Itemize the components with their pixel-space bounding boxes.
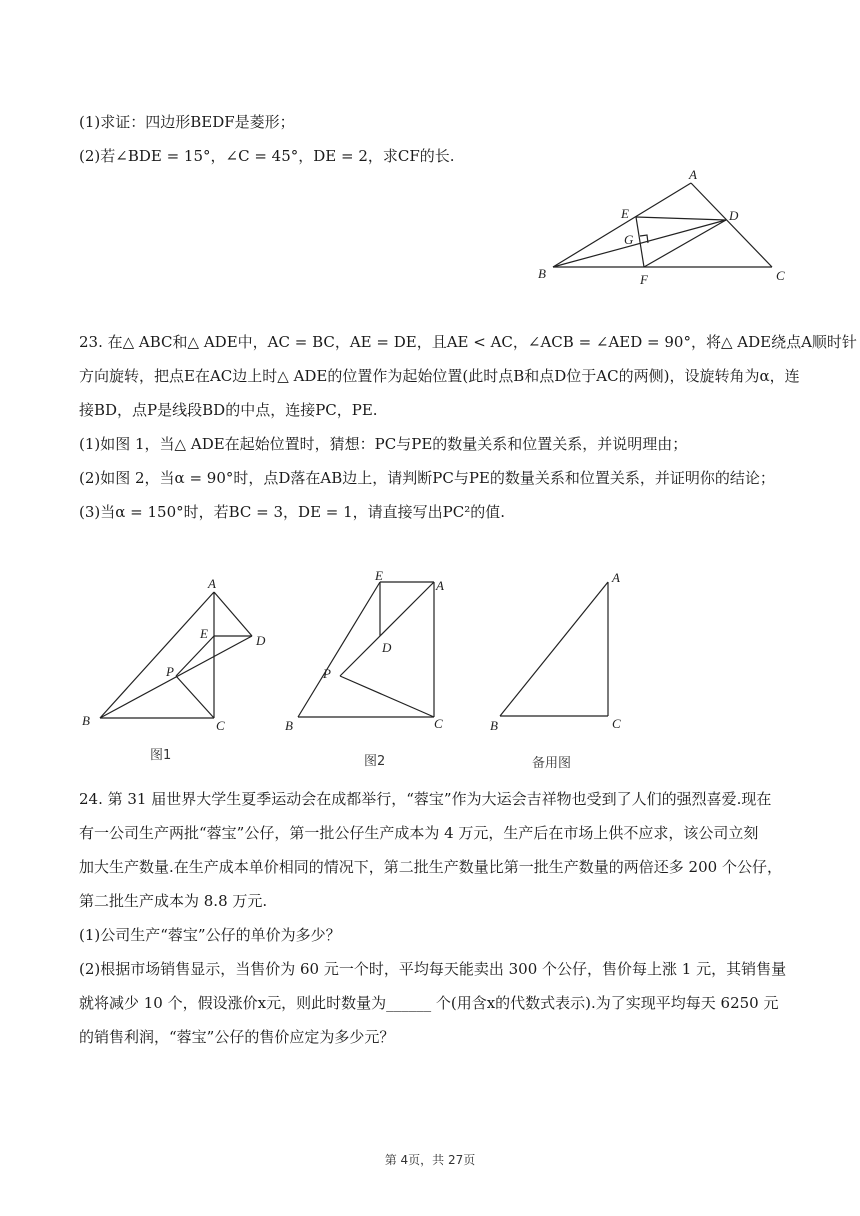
q24-line3: 加大生产数量.在生产成本单价相同的情况下，第二批生产数量比第一批生产数量的两倍还多 200 个公仔， xyxy=(79,858,782,876)
fig2-label-A: A xyxy=(436,578,444,593)
fig1-label-B: B xyxy=(82,713,90,728)
fig1-label-D: D xyxy=(256,633,266,648)
fig3-label-B: B xyxy=(490,718,498,733)
page-footer: 第 4页，共 27页 xyxy=(384,1153,476,1167)
fig2-label-D: D xyxy=(382,640,392,655)
q22-part1: (1)求证：四边形BEDF是菱形； xyxy=(79,113,295,131)
figure-spare xyxy=(482,566,642,741)
figure-q22 xyxy=(530,166,800,290)
q24-line2: 有一公司生产两批“蓉宝”公仔，第一批公仔生产成本为 4 万元，生产后在市场上供不应求，该公司立刻 xyxy=(79,824,759,842)
fig3-label-C: C xyxy=(612,716,621,731)
fig1-label-A: A xyxy=(208,576,216,591)
fig3-label-A: A xyxy=(612,570,620,585)
fig1-label-E: E xyxy=(200,626,208,641)
fig2-label-C: C xyxy=(434,716,443,731)
fig3-caption: 备用图 xyxy=(532,756,572,771)
q24-part2-line3: 的销售利润，“蓉宝”公仔的售价应定为多少元？ xyxy=(79,1028,395,1046)
q23-part3: (3)当α = 150°时，若BC = 3，DE = 1，请直接写出PC²的值. xyxy=(79,503,506,521)
q23-line3: 接BD，点P是线段BD的中点，连接PC，PE. xyxy=(79,401,378,419)
label-F: F xyxy=(640,272,648,287)
q23-part2: (2)如图 2，当α = 90°时，点D落在AB边上，请判断PC与PE的数量关系和位置关系，并证明你的结论； xyxy=(79,469,775,487)
fig2-caption: 图2 xyxy=(364,754,386,769)
q23-line1: 23. 在△ ABC和△ ADE中，AC = BC，AE = DE，且AE < AC，∠ACB = ∠AED = 90°，将△ ADE绕点A顺时针 xyxy=(79,333,857,351)
q23-line2: 方向旋转，把点E在AC边上时△ ADE的位置作为起始位置(此时点B和点D位于AC的两侧)，设旋转角为α，连 xyxy=(79,367,800,385)
fig1-label-P: P xyxy=(166,664,174,679)
label-B: B xyxy=(538,266,546,281)
figure-2 xyxy=(282,566,457,741)
q24-line1: 24. 第 31 届世界大学生夏季运动会在成都举行，“蓉宝”作为大运会吉祥物也受到了人们的强烈喜爱.现在 xyxy=(79,790,772,808)
label-G: G xyxy=(624,232,634,247)
fig2-label-B: B xyxy=(285,718,293,733)
label-A: A xyxy=(689,167,697,182)
fig2-label-E: E xyxy=(375,568,383,583)
q23-part1: (1)如图 1，当△ ADE在起始位置时，猜想：PC与PE的数量关系和位置关系，并说明理由； xyxy=(79,435,688,453)
q24-part2-line2: 就将减少 10 个，假设涨价x元，则此时数量为______ 个(用含x的代数式表示).为了实现平均每天 6250 元 xyxy=(79,994,779,1012)
q24-part2-line1: (2)根据市场销售显示，当售价为 60 元一个时，平均每天能卖出 300 个公仔，售价每上涨 1 元，其销售量 xyxy=(79,960,787,978)
label-D: D xyxy=(729,208,739,223)
q24-line4: 第二批生产成本为 8.8 万元. xyxy=(79,892,268,910)
q22-part2: (2)若∠BDE = 15°，∠C = 45°，DE = 2，求CF的长. xyxy=(79,147,455,165)
q24-part1: (1)公司生产“蓉宝”公仔的单价为多少？ xyxy=(79,926,341,944)
fig1-caption: 图1 xyxy=(150,748,172,763)
label-C: C xyxy=(776,268,785,283)
fig2-label-P: P xyxy=(323,666,331,681)
figure-1 xyxy=(80,572,280,737)
label-E: E xyxy=(621,206,629,221)
fig1-label-C: C xyxy=(216,718,225,733)
